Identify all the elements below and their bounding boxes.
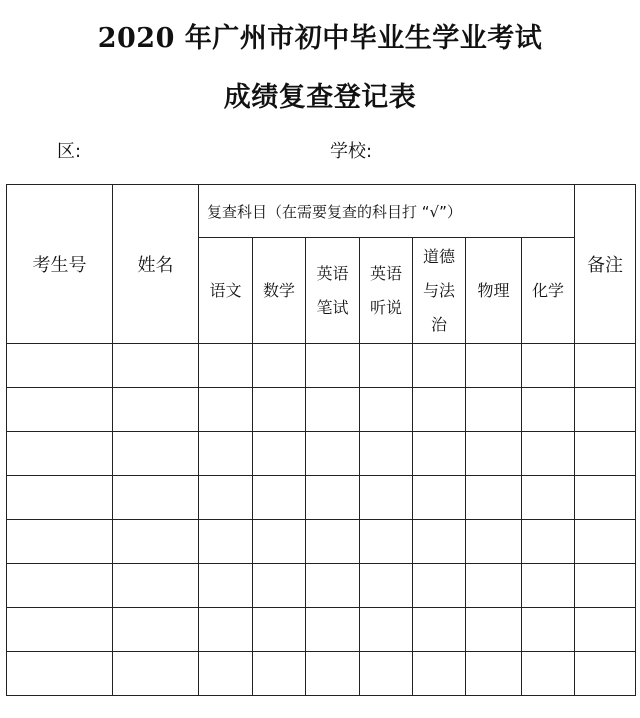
table-cell[interactable] <box>360 520 413 564</box>
table-cell[interactable] <box>360 388 413 432</box>
table-cell[interactable] <box>522 652 575 696</box>
table-cell[interactable] <box>522 608 575 652</box>
table-cell[interactable] <box>199 432 253 476</box>
table-cell[interactable] <box>466 388 522 432</box>
table-cell[interactable] <box>360 432 413 476</box>
table-row <box>7 608 636 652</box>
table-cell[interactable] <box>522 388 575 432</box>
table-cell[interactable] <box>413 388 466 432</box>
table-cell[interactable] <box>306 388 360 432</box>
table-cell[interactable] <box>360 564 413 608</box>
header-remarks: 备注 <box>575 185 636 344</box>
table-cell[interactable] <box>575 344 636 388</box>
table-cell[interactable] <box>253 608 306 652</box>
school-field-label: 学校: <box>330 141 373 162</box>
district-field-label: 区: <box>57 141 82 162</box>
table-cell[interactable] <box>7 564 113 608</box>
table-cell[interactable] <box>575 564 636 608</box>
table-cell[interactable] <box>113 520 199 564</box>
table-cell[interactable] <box>466 476 522 520</box>
header-subject-math: 数学 <box>253 238 306 344</box>
table-row <box>7 652 636 696</box>
header-subject-morality-law: 道德与法治 <box>413 238 466 344</box>
table-cell[interactable] <box>575 432 636 476</box>
table-cell[interactable] <box>522 344 575 388</box>
table-cell[interactable] <box>306 652 360 696</box>
table-row <box>7 344 636 388</box>
table-cell[interactable] <box>413 652 466 696</box>
table-cell[interactable] <box>199 476 253 520</box>
table-cell[interactable] <box>7 344 113 388</box>
table-cell[interactable] <box>360 344 413 388</box>
table-cell[interactable] <box>7 432 113 476</box>
table-cell[interactable] <box>7 652 113 696</box>
table-row <box>7 564 636 608</box>
header-subject-physics: 物理 <box>466 238 522 344</box>
table-cell[interactable] <box>522 476 575 520</box>
header-subject-english-written: 英语笔试 <box>306 238 360 344</box>
form-title-line2: 成绩复查登记表 <box>223 82 417 113</box>
table-cell[interactable] <box>413 608 466 652</box>
table-cell[interactable] <box>306 432 360 476</box>
table-cell[interactable] <box>253 476 306 520</box>
header-review-subjects: 复查科目（在需要复查的科目打 “√”） <box>199 185 575 238</box>
table-cell[interactable] <box>413 432 466 476</box>
table-cell[interactable] <box>253 432 306 476</box>
table-cell[interactable] <box>253 520 306 564</box>
table-cell[interactable] <box>466 564 522 608</box>
table-cell[interactable] <box>413 564 466 608</box>
table-cell[interactable] <box>199 608 253 652</box>
table-cell[interactable] <box>113 564 199 608</box>
table-cell[interactable] <box>360 652 413 696</box>
table-cell[interactable] <box>413 520 466 564</box>
table-cell[interactable] <box>7 388 113 432</box>
table-cell[interactable] <box>306 564 360 608</box>
table-cell[interactable] <box>199 344 253 388</box>
table-cell[interactable] <box>113 388 199 432</box>
table-cell[interactable] <box>199 564 253 608</box>
table-cell[interactable] <box>575 388 636 432</box>
table-cell[interactable] <box>199 652 253 696</box>
table-row <box>7 520 636 564</box>
table-cell[interactable] <box>466 652 522 696</box>
form-title-line1: 2020 年广州市初中毕业生学业考试 <box>97 23 543 54</box>
table-cell[interactable] <box>253 564 306 608</box>
registration-table <box>6 184 636 696</box>
table-cell[interactable] <box>113 476 199 520</box>
table-cell[interactable] <box>306 344 360 388</box>
table-cell[interactable] <box>522 564 575 608</box>
table-row <box>7 432 636 476</box>
table-cell[interactable] <box>575 608 636 652</box>
header-exam-number: 考生号 <box>7 185 113 344</box>
table-cell[interactable] <box>113 344 199 388</box>
table-cell[interactable] <box>466 520 522 564</box>
table-cell[interactable] <box>360 476 413 520</box>
table-cell[interactable] <box>253 388 306 432</box>
table-cell[interactable] <box>7 608 113 652</box>
table-cell[interactable] <box>575 476 636 520</box>
table-cell[interactable] <box>7 476 113 520</box>
table-cell[interactable] <box>199 388 253 432</box>
table-cell[interactable] <box>253 652 306 696</box>
table-cell[interactable] <box>7 520 113 564</box>
table-cell[interactable] <box>466 608 522 652</box>
table-cell[interactable] <box>575 520 636 564</box>
table-cell[interactable] <box>113 608 199 652</box>
header-subject-english-oral: 英语听说 <box>360 238 413 344</box>
table-cell[interactable] <box>466 432 522 476</box>
header-name: 姓名 <box>113 185 199 344</box>
table-cell[interactable] <box>413 476 466 520</box>
table-body <box>7 344 636 696</box>
table-cell[interactable] <box>360 608 413 652</box>
table-cell[interactable] <box>113 432 199 476</box>
header-subject-chemistry: 化学 <box>522 238 575 344</box>
table-cell[interactable] <box>199 520 253 564</box>
table-cell[interactable] <box>253 344 306 388</box>
table-cell[interactable] <box>522 520 575 564</box>
table-row <box>7 476 636 520</box>
table-cell[interactable] <box>413 344 466 388</box>
table-cell[interactable] <box>306 608 360 652</box>
header-subject-chinese: 语文 <box>199 238 253 344</box>
table-row <box>7 388 636 432</box>
table-cell[interactable] <box>113 652 199 696</box>
table-cell[interactable] <box>306 476 360 520</box>
table-cell[interactable] <box>466 344 522 388</box>
table-cell[interactable] <box>306 520 360 564</box>
table-cell[interactable] <box>575 652 636 696</box>
table-cell[interactable] <box>522 432 575 476</box>
